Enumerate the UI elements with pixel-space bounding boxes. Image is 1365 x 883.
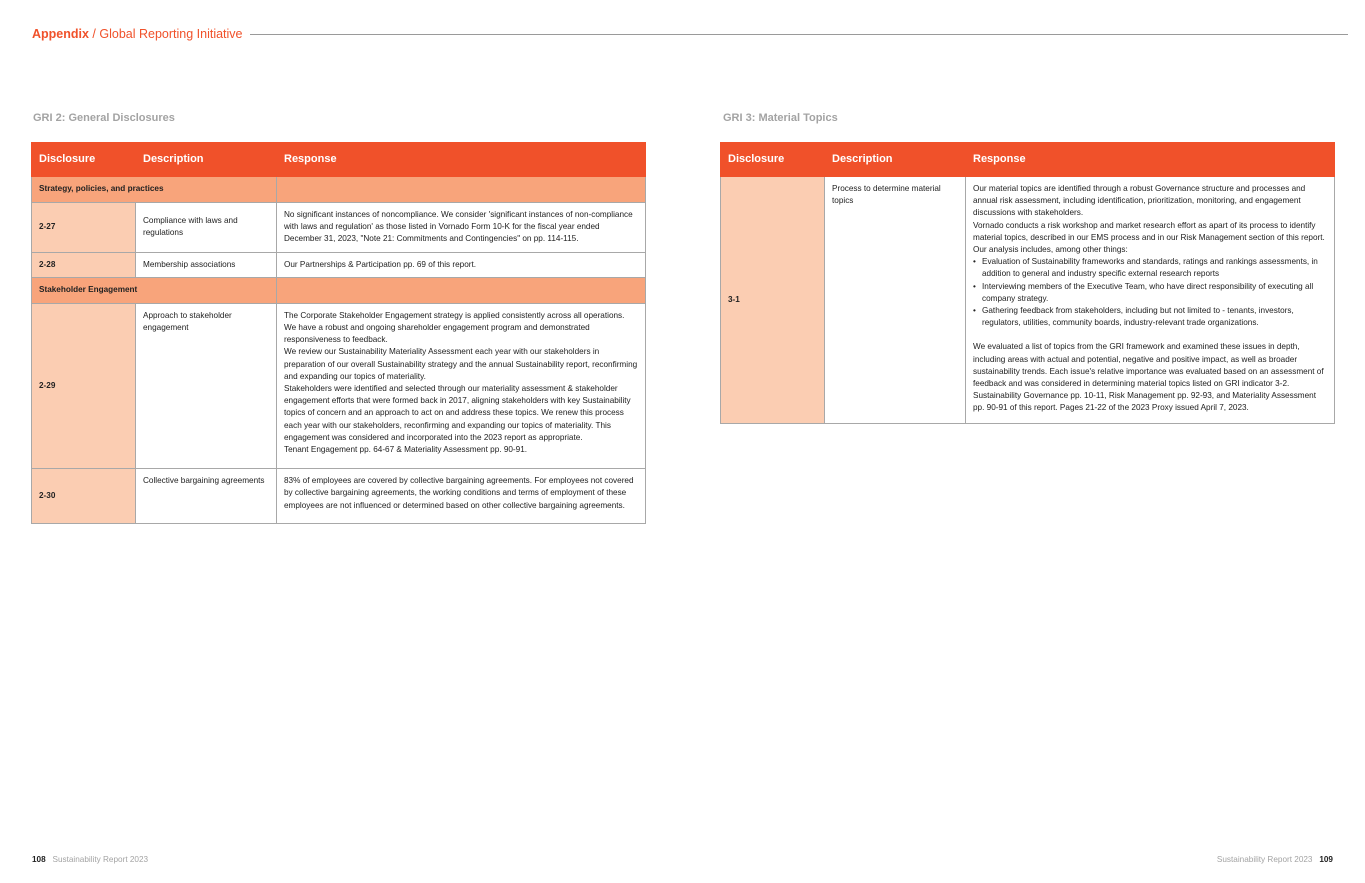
col-response: Response <box>966 143 1335 177</box>
disclosure-description: Membership associations <box>136 252 277 277</box>
footer-label: Sustainability Report 2023 <box>52 855 149 864</box>
header-separator: / <box>88 27 100 41</box>
table-row <box>721 177 1335 424</box>
disclosure-response: Our Partnerships & Participation pp. 69 of this report. <box>277 252 646 277</box>
gri3-table <box>720 142 1335 424</box>
group-empty <box>277 177 646 203</box>
table-row <box>32 303 646 468</box>
disclosure-response <box>277 303 646 468</box>
col-disclosure: Disclosure <box>721 143 825 177</box>
page-header <box>32 26 1348 42</box>
header-section: Appendix <box>32 27 89 41</box>
response-paragraph: Tenant Engagement pp. 64-67 & Materiality Assessment pp. 90-91. <box>284 445 528 455</box>
footer-left <box>32 855 148 864</box>
disclosure-description: Compliance with laws and regulations <box>136 203 277 253</box>
table-row <box>32 252 646 277</box>
table-row <box>32 203 646 253</box>
disclosure-code: 2-28 <box>32 252 136 277</box>
col-disclosure: Disclosure <box>32 143 136 177</box>
disclosure-response <box>966 177 1335 424</box>
disclosure-description: Approach to stakeholder engagement <box>136 303 277 468</box>
gri3-title: GRI 3: Material Topics <box>723 112 838 124</box>
response-paragraph: The Corporate Stakeholder Engagement strategy is applied consistently across all operations. We have a robust and ongoing shareholder engagement program and demonstrated responsiveness to feedback. <box>284 310 625 345</box>
header-rule <box>250 34 1348 35</box>
table-row <box>32 469 646 524</box>
response-bullet-list <box>973 256 1327 329</box>
paragraph-gap <box>973 329 1327 341</box>
list-item: • Gathering feedback from stakeholders, including but not limited to - tenants, investors, regulators, utilities, community boards, industry-relevant trade organizations. <box>973 305 1327 329</box>
gri3-header-row <box>721 143 1335 177</box>
col-response: Response <box>277 143 646 177</box>
gri2-title: GRI 2: General Disclosures <box>33 112 175 124</box>
disclosure-code: 2-29 <box>32 303 136 468</box>
disclosure-description: Process to determine material topics <box>825 177 966 424</box>
header-subsection: Global Reporting Initiative <box>99 27 243 41</box>
group-row <box>32 277 646 303</box>
gri2-table <box>31 142 646 524</box>
gri2-header-row <box>32 143 646 177</box>
disclosure-code: 3-1 <box>721 177 825 424</box>
disclosure-response: 83% of employees are covered by collective bargaining agreements. For employees not covered by collective bargaining agreements, the working conditions and terms of employment of these employees are not influenced or determined based on other collective bargaining agreements. <box>277 469 646 524</box>
group-empty <box>277 277 646 303</box>
response-paragraph: We evaluated a list of topics from the GRI framework and examined these issues in depth, including areas with actual and potential, negative and positive impact, as well as broader sustainability trends. Each issue's relative importance was evaluated based on an assessment of feedback and was considered in determining material topics listed on GRI indicator 3-2. <box>973 342 1324 389</box>
response-paragraph: Stakeholders were identified and selected through our materiality assessment & stakeholder engagement efforts that were formed back in 2017, aligning stakeholders with key Sustainability topics of concern and an approach to act on and address these topics. We renew this process each year with our stakeholders, reconfirming and expanding our topics of materiality. This engagement was considered and incorporated into the 2023 report as appropriate. <box>284 384 631 442</box>
response-paragraph: Sustainability Governance pp. 10-11, Risk Management pp. 92-93, and Materiality Assessment pp. 90-91 of this report. Pages 21-22 of the 2023 Proxy issued April 7, 2023. <box>973 391 1316 413</box>
group-strategy: Strategy, policies, and practices <box>32 177 277 203</box>
col-description: Description <box>136 143 277 177</box>
list-item: • Interviewing members of the Executive Team, who have direct responsibility of executing all company strategy. <box>973 281 1327 305</box>
disclosure-response: No significant instances of noncompliance. We consider 'significant instances of non-compliance with laws and regulation' as those listed in Vornado Form 10-K for the fiscal year ended December 31, 2023, "Note 21: Commitments and Contingencies" on pp. 114-115. <box>277 203 646 253</box>
group-row <box>32 177 646 203</box>
disclosure-description: Collective bargaining agreements <box>136 469 277 524</box>
footer-label: Sustainability Report 2023 <box>1216 855 1313 864</box>
group-stakeholder: Stakeholder Engagement <box>32 277 277 303</box>
response-paragraph: We review our Sustainability Materiality Assessment each year with our stakeholders in preparation of our overall Sustainability strategy and the annual Sustainability report, reconfirming and expanding our topics of materiality. <box>284 347 638 381</box>
footer-right <box>1217 855 1333 864</box>
response-paragraph: Vornado conducts a risk workshop and market research effort as apart of its process to identify material topics, described in our EMS process and in our Risk Management section of this report. Our analysis includes, among other things: <box>973 220 1325 255</box>
page-number: 109 <box>1319 855 1333 864</box>
response-paragraph: Our material topics are identified through a robust Governance structure and processes and annual risk assessment, including identification, prioritization, monitoring, and engagement discussions with stakeholders. <box>973 184 1306 218</box>
col-description: Description <box>825 143 966 177</box>
disclosure-code: 2-27 <box>32 203 136 253</box>
list-item: • Evaluation of Sustainability frameworks and standards, ratings and rankings assessments, in addition to general and industry specific external research reports <box>973 256 1327 280</box>
disclosure-code: 2-30 <box>32 469 136 524</box>
page-number: 108 <box>32 855 46 864</box>
